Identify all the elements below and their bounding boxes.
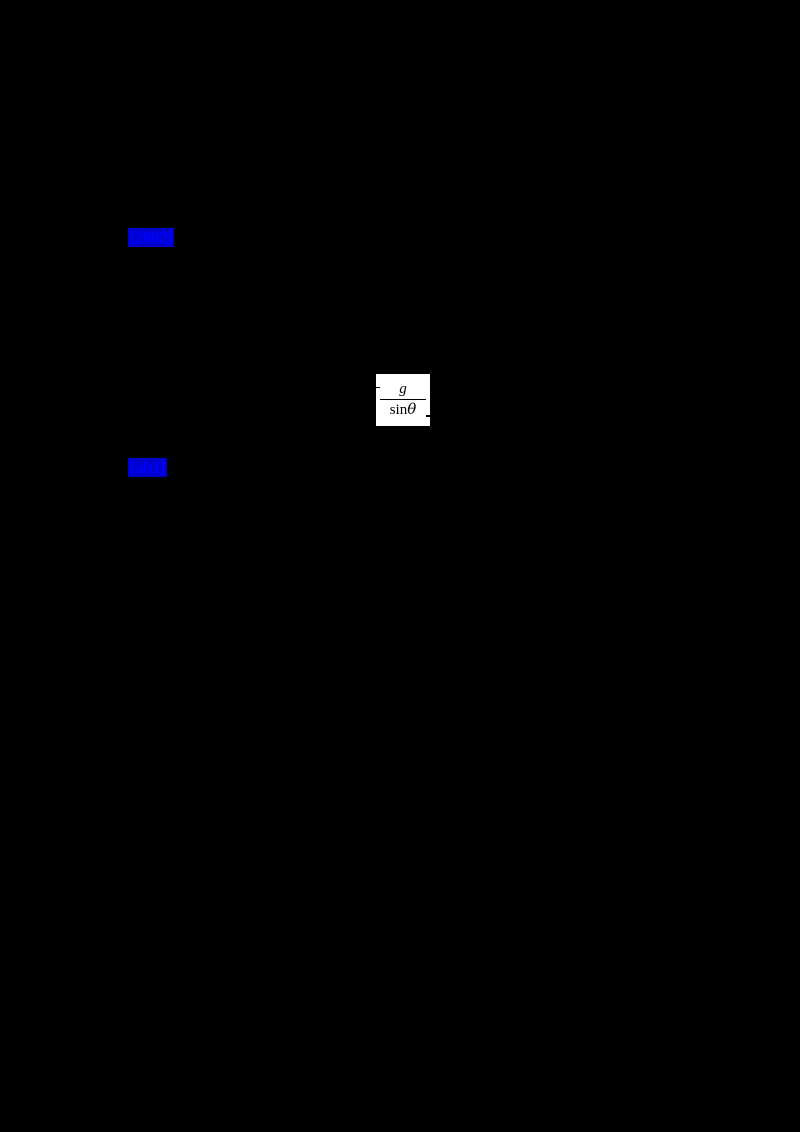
fraction-denominator — [388, 400, 419, 419]
theta-symbol: θ — [407, 399, 417, 418]
formula-tick-left-icon — [376, 387, 380, 388]
fraction — [380, 382, 426, 419]
formula-tick-right-icon — [426, 415, 430, 417]
formula-box — [376, 374, 430, 426]
highlighted-label-bottom: [ab1] — [130, 458, 166, 477]
sine-function-label: sin — [389, 401, 408, 418]
highlighted-label-top: [2002] — [130, 228, 173, 247]
fraction-numerator: g — [399, 380, 407, 397]
